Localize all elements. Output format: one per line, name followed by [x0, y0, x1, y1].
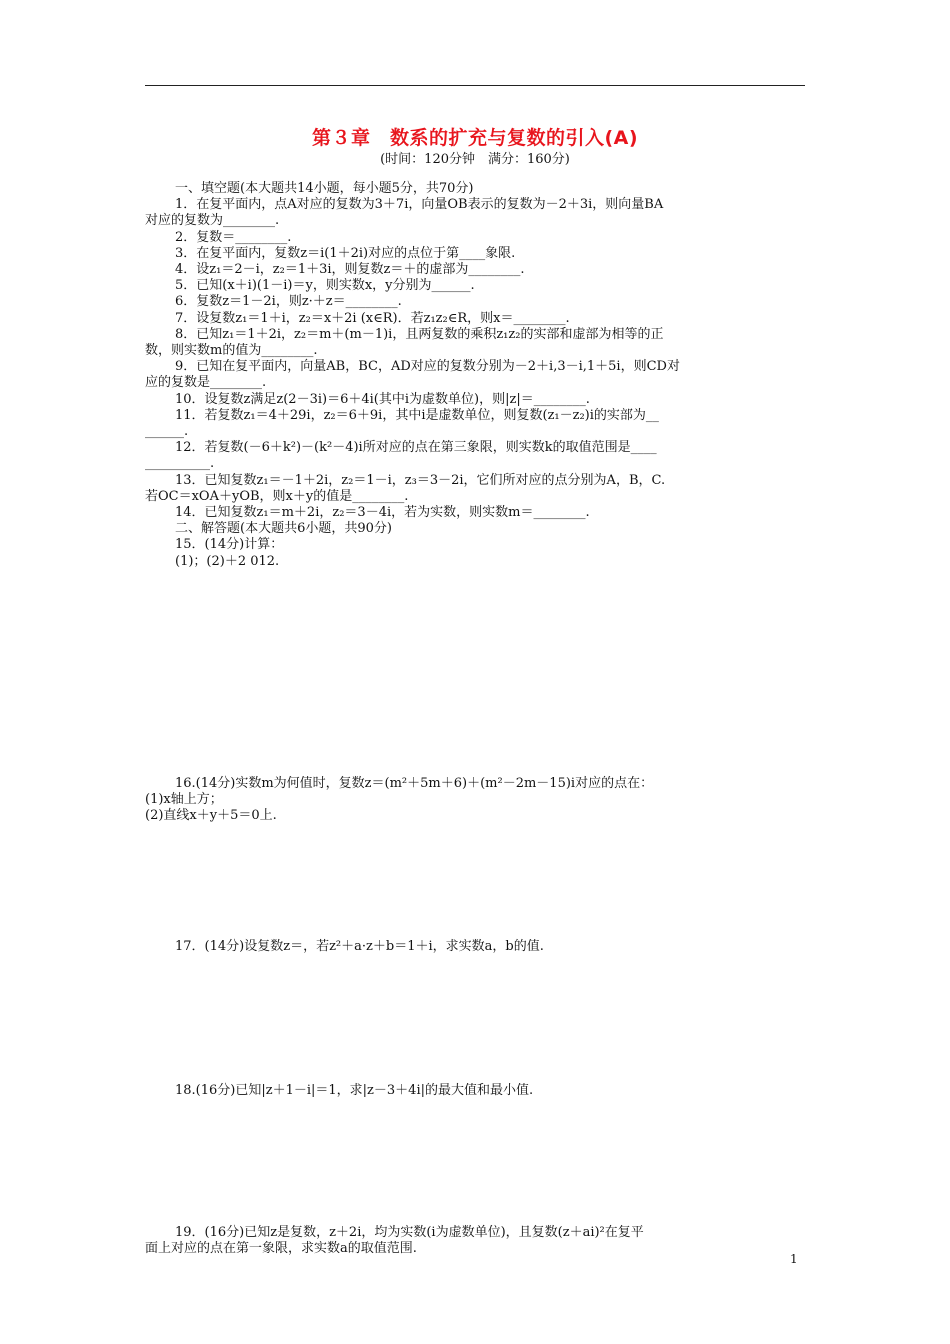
question-7: 7．设复数z₁＝1＋i，z₂＝x＋2i (x∈R)．若z₁z₂∈R，则x＝________.: [175, 310, 570, 326]
section-heading-solve: 二、解答题(本大题共6小题，共90分): [175, 521, 392, 537]
question-19-line-2: 面上对应的点在第一象限，求实数a的取值范围.: [145, 1241, 417, 1257]
question-16-line-3: (2)直线x＋y＋5＝0上.: [145, 808, 277, 824]
question-1-line-2: 对应的复数为________.: [145, 213, 280, 229]
question-9-line-2: 应的复数是________.: [145, 375, 267, 391]
question-11-line-2: ______.: [145, 424, 189, 440]
question-18: 18.(16分)已知|z＋1－i|＝1，求|z－3＋4i|的最大值和最小值.: [175, 1082, 534, 1098]
answer-space: [145, 956, 807, 1083]
question-13-line-1: 13．已知复数z₁＝－1＋2i，z₂＝1－i，z₃＝3－2i，它们所对应的点分别为A，B，C.: [175, 472, 666, 488]
question-4: 4．设z₁＝2－i，z₂＝1＋3i，则复数z＝＋的虚部为________.: [175, 262, 525, 278]
document-body: [145, 181, 807, 1257]
header-rule: [145, 85, 805, 86]
answer-space: [145, 1099, 807, 1225]
question-19-line-1: 19．(16分)已知z是复数，z＋2i，均为实数(i为虚数单位)，且复数(z＋ai)²在复平: [175, 1224, 644, 1240]
question-12-line-2: __________.: [145, 456, 215, 472]
answer-space: [145, 824, 807, 939]
question-8-line-1: 8．已知z₁＝1＋2i，z₂＝m＋(m－1)i，且两复数的乘积z₁z₂的实部和虚部为相等的正: [175, 326, 664, 342]
question-11-line-1: 11．若复数z₁＝4＋29i，z₂＝6＋9i，其中i是虚数单位，则复数(z₁－z₂)i的实部为__: [175, 407, 659, 423]
question-2: 2．复数＝________.: [175, 229, 292, 245]
question-14: 14．已知复数z₁＝m＋2i，z₂＝3－4i，若为实数，则实数m＝________.: [175, 505, 590, 521]
question-1-line-1: 1．在复平面内，点A对应的复数为3＋7i，向量OB表示的复数为－2＋3i，则向量BA: [175, 197, 664, 213]
question-15-line-2: (1)；(2)＋2 012.: [175, 553, 280, 569]
question-6: 6．复数z＝1－2i，则z·＋z＝________.: [175, 294, 402, 310]
question-12-line-1: 12．若复数(－6＋k²)－(k²－4)i所对应的点在第三象限，则实数k的取值范围是____: [175, 440, 657, 456]
question-5: 5．已知(x＋i)(1－i)＝y，则实数x，y分别为______.: [175, 278, 475, 294]
question-17: 17．(14分)设复数z＝，若z²＋a·z＋b＝1＋i，求实数a，b的值.: [175, 939, 544, 955]
page-title: 第３章 数系的扩充与复数的引入(A): [311, 127, 639, 149]
section-heading-fill: 一、填空题(本大题共14小题，每小题5分，共70分): [175, 181, 474, 196]
question-3: 3．在复平面内，复数z＝i(1＋2i)对应的点位于第____象限.: [175, 245, 516, 261]
answer-space: [145, 570, 807, 776]
question-16-line-1: 16.(14分)实数m为何值时，复数z＝(m²＋5m＋6)＋(m²－2m－15)i对应的点在：: [175, 775, 654, 791]
question-15-line-1: 15．(14分)计算：: [175, 537, 284, 553]
question-13-line-2: 若OC＝xOA＋yOB，则x＋y的值是________.: [145, 488, 409, 504]
question-10: 10．设复数z满足z(2－3i)＝6＋4i(其中i为虚数单位)，则|z|＝________.: [175, 391, 590, 407]
question-16-line-2: (1)x轴上方；: [145, 792, 223, 808]
page-subtitle: (时间：120分钟 满分：160分): [380, 152, 570, 167]
page-number: 1: [790, 1252, 798, 1266]
question-8-line-2: 数，则实数m的值为________.: [145, 343, 318, 359]
question-9-line-1: 9．已知在复平面内，向量AB，BC，AD对应的复数分别为－2＋i,3－i,1＋5i，则CD对: [175, 359, 680, 375]
